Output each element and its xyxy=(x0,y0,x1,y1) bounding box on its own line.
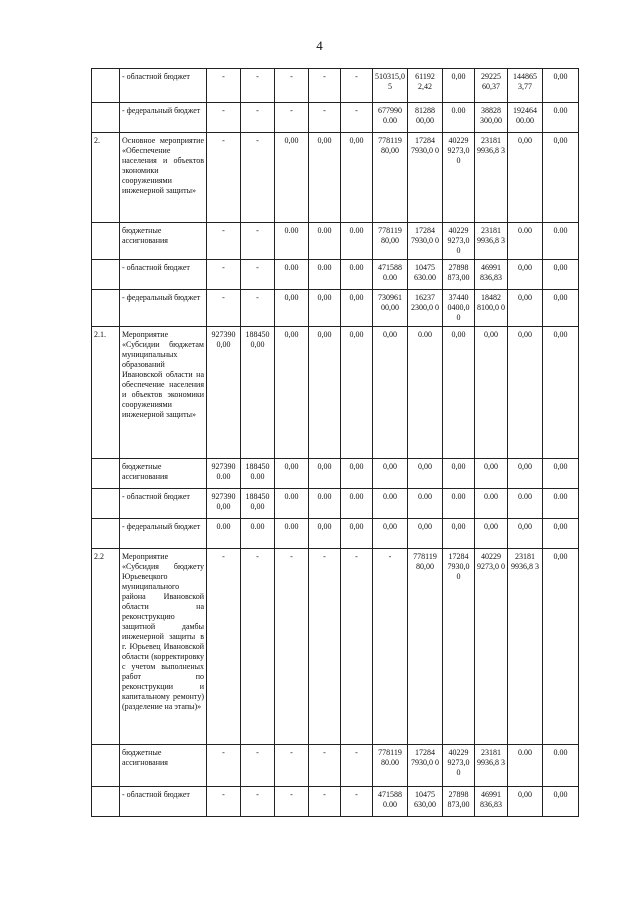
value-cell: 27898 873,00 xyxy=(443,260,475,290)
value-cell: - xyxy=(309,69,341,103)
value-cell: 471588 0.00 xyxy=(373,260,408,290)
row-name-cell: - федеральный бюджет xyxy=(120,519,207,549)
value-cell: 27898 873,00 xyxy=(443,787,475,817)
value-cell: 0.00 xyxy=(408,489,443,519)
row-number-cell xyxy=(92,103,120,133)
value-cell: 0.00 xyxy=(309,489,341,519)
value-cell: 730961 00,00 xyxy=(373,290,408,327)
value-cell: - xyxy=(241,133,275,223)
value-cell: 0,00 xyxy=(543,549,579,745)
row-name-cell: Основное мероприятие «Обеспечение населения и объектов экономики сооружениями инженерной защиты» xyxy=(120,133,207,223)
value-cell: 18482 8100,0 0 xyxy=(475,290,508,327)
value-cell: 38828 300,00 xyxy=(475,103,508,133)
value-cell: 188450 0,00 xyxy=(241,327,275,459)
value-cell: - xyxy=(207,260,241,290)
value-cell: 0,00 xyxy=(275,327,309,459)
value-cell: 0,00 xyxy=(508,519,543,549)
table-row xyxy=(92,133,579,223)
value-cell: - xyxy=(241,745,275,787)
value-cell: 17284 7930,0 0 xyxy=(408,745,443,787)
row-name-cell: бюджетные ассигнования xyxy=(120,223,207,260)
row-name-cell: бюджетные ассигнования xyxy=(120,459,207,489)
table-row xyxy=(92,327,579,459)
value-cell: 0,00 xyxy=(543,327,579,459)
value-cell: 0.00 xyxy=(275,489,309,519)
value-cell: 0,00 xyxy=(543,290,579,327)
value-cell: - xyxy=(241,103,275,133)
row-number-cell xyxy=(92,260,120,290)
row-number-cell xyxy=(92,69,120,103)
value-cell: 81288 00,00 xyxy=(408,103,443,133)
value-cell: 0.00 xyxy=(275,223,309,260)
value-cell: 40229 9273,0 0 xyxy=(475,549,508,745)
value-cell: 0.00 xyxy=(373,489,408,519)
value-cell: 46991 836,83 xyxy=(475,787,508,817)
value-cell: - xyxy=(207,69,241,103)
value-cell: 0.00 xyxy=(475,489,508,519)
value-cell: 0,00 xyxy=(341,459,373,489)
table-row xyxy=(92,549,579,745)
value-cell: 23181 9936,8 3 xyxy=(475,133,508,223)
value-cell: 0,00 xyxy=(373,327,408,459)
value-cell: 188450 0.00 xyxy=(241,459,275,489)
value-cell: 29225 60,37 xyxy=(475,69,508,103)
value-cell: 0,00 xyxy=(275,290,309,327)
value-cell: 0.00 xyxy=(341,223,373,260)
value-cell: 10475 630.00 xyxy=(408,260,443,290)
value-cell: 23181 9936,8 3 xyxy=(475,745,508,787)
table-row xyxy=(92,459,579,489)
value-cell: - xyxy=(341,549,373,745)
value-cell: - xyxy=(275,549,309,745)
value-cell: 0,00 xyxy=(543,519,579,549)
value-cell: 188450 0,00 xyxy=(241,489,275,519)
value-cell: 0.00 xyxy=(443,489,475,519)
value-cell: 0,00 xyxy=(543,133,579,223)
value-cell: 0.00 xyxy=(543,745,579,787)
value-cell: - xyxy=(207,290,241,327)
value-cell: 0,00 xyxy=(408,459,443,489)
value-cell: 0,00 xyxy=(508,459,543,489)
value-cell: - xyxy=(309,549,341,745)
value-cell: 0,00 xyxy=(341,327,373,459)
value-cell: 0.00 xyxy=(543,103,579,133)
value-cell: 17284 7930,0 0 xyxy=(408,223,443,260)
value-cell: 0,00 xyxy=(443,519,475,549)
value-cell: 0,00 xyxy=(475,327,508,459)
value-cell: 0.00 xyxy=(309,223,341,260)
table-row xyxy=(92,519,579,549)
table-row xyxy=(92,290,579,327)
value-cell: 40229 9273,0 0 xyxy=(443,133,475,223)
value-cell: 40229 9273,0 0 xyxy=(443,745,475,787)
value-cell: 0,00 xyxy=(309,133,341,223)
table-row xyxy=(92,103,579,133)
row-number-cell xyxy=(92,223,120,260)
value-cell: 0.00 xyxy=(207,519,241,549)
value-cell: - xyxy=(373,549,408,745)
value-cell: 0,00 xyxy=(275,459,309,489)
value-cell: 927390 0,00 xyxy=(207,327,241,459)
value-cell: - xyxy=(207,103,241,133)
value-cell: - xyxy=(341,787,373,817)
value-cell: 0,00 xyxy=(341,133,373,223)
value-cell: 0,00 xyxy=(443,327,475,459)
row-name-cell: - областной бюджет xyxy=(120,260,207,290)
value-cell: 0.00 xyxy=(341,260,373,290)
value-cell: - xyxy=(241,69,275,103)
value-cell: - xyxy=(275,103,309,133)
row-number-cell xyxy=(92,787,120,817)
value-cell: 0,00 xyxy=(543,459,579,489)
value-cell: 778119 80,00 xyxy=(408,549,443,745)
value-cell: 0,00 xyxy=(508,260,543,290)
value-cell: 0.00 xyxy=(543,489,579,519)
value-cell: 23181 9936,8 3 xyxy=(508,549,543,745)
value-cell: - xyxy=(309,103,341,133)
value-cell: 0,00 xyxy=(475,459,508,489)
value-cell: 0.00 xyxy=(443,103,475,133)
value-cell: 144865 3,77 xyxy=(508,69,543,103)
value-cell: - xyxy=(341,69,373,103)
value-cell: 0,00 xyxy=(309,290,341,327)
value-cell: 17284 7930,0 0 xyxy=(443,549,475,745)
value-cell: 0,00 xyxy=(309,459,341,489)
value-cell: 192464 00.00 xyxy=(508,103,543,133)
value-cell: - xyxy=(341,103,373,133)
value-cell: 0,00 xyxy=(508,327,543,459)
row-name-cell: Мероприятие «Субсидия бюджету Юрьевецкого муниципального района Ивановской области на реконструкцию защитной дамбы инженерной защиты в г. Юрьевец Ивановской области (корректировку с учетом выполненых работ по реконструкции и капитальному ремонту) (разделение на этапы)» xyxy=(120,549,207,745)
value-cell: 0,00 xyxy=(443,459,475,489)
value-cell: 0.00 xyxy=(275,519,309,549)
row-number-cell xyxy=(92,459,120,489)
value-cell: - xyxy=(309,787,341,817)
row-name-cell: бюджетные ассигнования xyxy=(120,745,207,787)
value-cell: 0,00 xyxy=(341,519,373,549)
value-cell: 0,00 xyxy=(373,519,408,549)
value-cell: 0,00 xyxy=(543,260,579,290)
value-cell: 0,00 xyxy=(508,787,543,817)
value-cell: - xyxy=(309,745,341,787)
row-number-cell xyxy=(92,745,120,787)
table-row xyxy=(92,223,579,260)
value-cell: 778119 80,00 xyxy=(373,133,408,223)
value-cell: 0,00 xyxy=(508,290,543,327)
value-cell: 0.00 xyxy=(275,260,309,290)
value-cell: 37440 0400,0 0 xyxy=(443,290,475,327)
value-cell: 677990 0.00 xyxy=(373,103,408,133)
value-cell: 0,00 xyxy=(543,69,579,103)
value-cell: - xyxy=(275,787,309,817)
row-number-cell xyxy=(92,489,120,519)
value-cell: 471588 0.00 xyxy=(373,787,408,817)
value-cell: 0,00 xyxy=(341,290,373,327)
value-cell: 778119 80.00 xyxy=(373,745,408,787)
value-cell: - xyxy=(241,260,275,290)
value-cell: 0,00 xyxy=(443,69,475,103)
value-cell: 10475 630,00 xyxy=(408,787,443,817)
value-cell: - xyxy=(241,549,275,745)
value-cell: 0,00 xyxy=(309,519,341,549)
row-name-cell: - областной бюджет xyxy=(120,489,207,519)
value-cell: 0.00 xyxy=(508,489,543,519)
row-name-cell: Мероприятие «Субсидии бюджетам муниципальных образований Ивановской области на обеспечение населения и объектов экономики сооружениями инженерной защиты» xyxy=(120,327,207,459)
value-cell: 0.00 xyxy=(508,223,543,260)
value-cell: - xyxy=(241,290,275,327)
row-number-cell: 2.1. xyxy=(92,327,120,459)
value-cell: 0.00 xyxy=(508,745,543,787)
value-cell: 0,00 xyxy=(373,459,408,489)
budget-table xyxy=(91,68,579,817)
value-cell: 0,00 xyxy=(309,327,341,459)
row-name-cell: - федеральный бюджет xyxy=(120,290,207,327)
value-cell: 0.00 xyxy=(309,260,341,290)
table-row xyxy=(92,787,579,817)
row-number-cell: 2.2 xyxy=(92,549,120,745)
value-cell: 778119 80,00 xyxy=(373,223,408,260)
value-cell: 0,00 xyxy=(408,519,443,549)
value-cell: 0,00 xyxy=(275,133,309,223)
value-cell: - xyxy=(341,745,373,787)
value-cell: 510315,05 xyxy=(373,69,408,103)
row-number-cell xyxy=(92,519,120,549)
value-cell: - xyxy=(241,223,275,260)
page-number: 4 xyxy=(316,38,323,53)
row-name-cell: - областной бюджет xyxy=(120,787,207,817)
row-number-cell xyxy=(92,290,120,327)
value-cell: 46991 836,83 xyxy=(475,260,508,290)
value-cell: 23181 9936,8 3 xyxy=(475,223,508,260)
value-cell: 61192 2,42 xyxy=(408,69,443,103)
row-name-cell: - федеральный бюджет xyxy=(120,103,207,133)
value-cell: 17284 7930,0 0 xyxy=(408,133,443,223)
value-cell: 0,00 xyxy=(475,519,508,549)
value-cell: - xyxy=(207,549,241,745)
table-row xyxy=(92,69,579,103)
value-cell: - xyxy=(207,133,241,223)
table-row xyxy=(92,745,579,787)
value-cell: 0.00 xyxy=(408,327,443,459)
value-cell: - xyxy=(275,69,309,103)
value-cell: - xyxy=(207,787,241,817)
value-cell: - xyxy=(241,787,275,817)
value-cell: - xyxy=(207,745,241,787)
value-cell: - xyxy=(275,745,309,787)
value-cell: 0.00 xyxy=(341,489,373,519)
value-cell: 927390 0,00 xyxy=(207,489,241,519)
value-cell: 0.00 xyxy=(543,223,579,260)
row-number-cell: 2. xyxy=(92,133,120,223)
value-cell: 40229 9273,0 0 xyxy=(443,223,475,260)
row-name-cell: - областной бюджет xyxy=(120,69,207,103)
value-cell: 927390 0.00 xyxy=(207,459,241,489)
value-cell: 0.00 xyxy=(241,519,275,549)
value-cell: 16237 2300,0 0 xyxy=(408,290,443,327)
value-cell: 0,00 xyxy=(508,133,543,223)
table-row xyxy=(92,489,579,519)
value-cell: - xyxy=(207,223,241,260)
value-cell: 0,00 xyxy=(543,787,579,817)
table-row xyxy=(92,260,579,290)
